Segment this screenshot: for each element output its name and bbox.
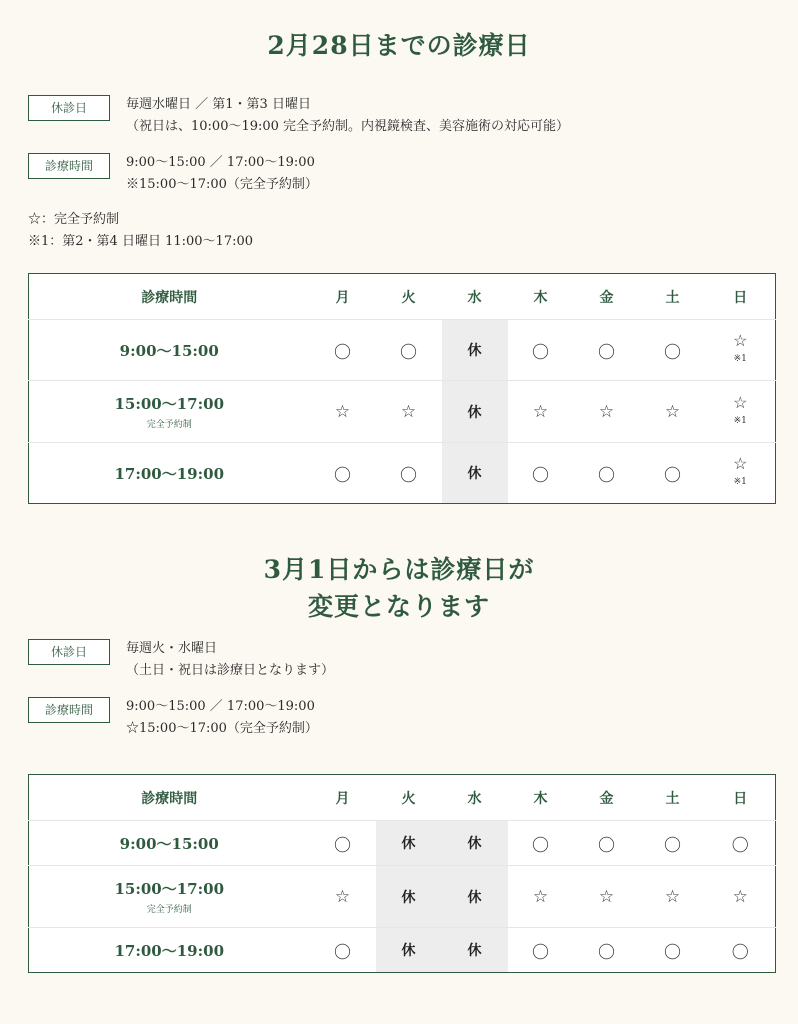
header-day: 木: [533, 289, 548, 306]
note-asterisk: ※1：第2・第4 日曜日 11:00〜17:00: [28, 234, 254, 249]
circle-mark: 〇: [400, 465, 417, 486]
closed-cell: 休: [442, 821, 508, 866]
sunday-mark: [733, 333, 747, 367]
closed-days-label: 休診日: [28, 95, 110, 121]
sunday-mark: [733, 392, 748, 429]
closed-cell: 休: [376, 928, 442, 973]
schedule-cell: [574, 928, 640, 973]
circle-mark: 〇: [334, 942, 351, 963]
circle-mark: 〇: [664, 942, 681, 963]
circle-mark: 〇: [532, 942, 549, 963]
header-day: 木: [533, 790, 548, 807]
schedule-cell: [640, 928, 706, 973]
sunday-note: ※1: [733, 477, 747, 487]
hours-line2: ※15:00〜17:00（完全予約制）: [126, 177, 318, 192]
header-day: 月: [335, 289, 350, 306]
schedule-table-current: [28, 273, 776, 504]
closed-days-new-line2: （土日・祝日は診療日となります）: [126, 663, 335, 678]
schedule-cell: [706, 381, 776, 443]
header-day: 火: [401, 289, 416, 306]
circle-mark: 〇: [598, 465, 615, 486]
closed-cell: 休: [442, 866, 508, 928]
schedule-cell: [706, 443, 776, 504]
star-mark: ☆: [334, 401, 351, 422]
header-day: 月: [335, 790, 350, 807]
sunday-note: ※1: [733, 415, 747, 426]
closed-days-label-new: 休診日: [28, 639, 110, 665]
section2-title-line1: 3月1日からは診療日が: [263, 555, 535, 584]
schedule-cell: [640, 821, 706, 866]
schedule-cell: [310, 866, 376, 928]
header-day: 火: [401, 790, 416, 807]
closed-cell: 休: [376, 866, 442, 928]
schedule-cell: [706, 928, 776, 973]
table-row: [29, 928, 776, 973]
time-label: 9:00〜15:00: [119, 341, 219, 360]
time-cell: [29, 928, 310, 973]
schedule-cell: [574, 443, 640, 504]
circle-mark: 〇: [400, 342, 417, 363]
sunday-note: ※1: [733, 354, 747, 364]
table-row: [29, 381, 776, 443]
schedule-cell: [574, 320, 640, 381]
circle-mark: 〇: [532, 835, 549, 856]
circle-mark: 〇: [334, 342, 351, 363]
schedule-cell: [310, 320, 376, 381]
header-day: 金: [599, 790, 614, 807]
closed-days-line2: （祝日は、10:00〜19:00 完全予約制。内視鏡検査、美容施術の対応可能）: [126, 119, 570, 134]
schedule-cell: [640, 866, 706, 928]
circle-mark: 〇: [731, 835, 749, 856]
star-mark: ☆: [400, 401, 417, 422]
header-day: 水: [467, 289, 482, 306]
table-header-row: [29, 274, 776, 320]
table-row: [29, 866, 776, 928]
hours-new-line2: ☆15:00〜17:00（完全予約制）: [126, 721, 318, 736]
schedule-cell: [310, 928, 376, 973]
circle-mark: 〇: [532, 465, 549, 486]
circle-mark: 〇: [664, 342, 681, 363]
section1-title: 2月28日までの診療日: [267, 31, 531, 60]
schedule-cell: [376, 381, 442, 443]
time-sublabel: 完全予約制: [146, 420, 192, 430]
header-time: 診療時間: [141, 790, 198, 807]
schedule-cell: [310, 381, 376, 443]
star-mark: ☆: [733, 392, 748, 412]
time-label: 17:00〜19:00: [114, 941, 225, 960]
star-mark: ☆: [532, 886, 549, 907]
schedule-cell: [508, 821, 574, 866]
hours-new-line1: 9:00〜15:00 ／ 17:00〜19:00: [126, 699, 315, 714]
closed-cell: 休: [376, 821, 442, 866]
schedule-cell: [508, 381, 574, 443]
circle-mark: 〇: [664, 835, 681, 856]
table-header-row: [29, 775, 776, 821]
closed-days-new-line1: 毎週火・水曜日: [126, 641, 218, 656]
star-mark: ☆: [598, 401, 615, 422]
hours-label: 診療時間: [28, 153, 110, 179]
schedule-cell: [706, 821, 776, 866]
circle-mark: 〇: [532, 342, 549, 363]
table-row: [29, 320, 776, 381]
section2-title: [0, 551, 798, 625]
time-sublabel: 完全予約制: [146, 905, 192, 915]
circle-mark: 〇: [334, 835, 351, 856]
star-mark: ☆: [732, 886, 748, 907]
star-mark: ☆: [664, 401, 681, 422]
time-cell: [29, 443, 310, 504]
table-row: [29, 821, 776, 866]
closed-days-line1: 毎週水曜日 ／ 第1・第3 日曜日: [126, 97, 311, 112]
schedule-cell: [640, 381, 706, 443]
time-label: 15:00〜17:00: [114, 395, 225, 413]
schedule-cell: [310, 443, 376, 504]
header-day: 日: [733, 289, 748, 306]
schedule-cell: [376, 443, 442, 504]
schedule-cell: [706, 866, 776, 928]
closed-cell: 休: [442, 381, 508, 443]
note-star: ☆：完全予約制: [28, 212, 120, 227]
header-day: 水: [467, 790, 482, 807]
time-label: 15:00〜17:00: [114, 880, 225, 898]
schedule-cell: [508, 928, 574, 973]
circle-mark: 〇: [598, 835, 615, 856]
closed-days-text-new: [126, 638, 334, 682]
closed-cell: 休: [442, 928, 508, 973]
hours-text: [126, 152, 318, 196]
schedule-cell: [376, 320, 442, 381]
schedule-cell: [508, 866, 574, 928]
time-cell: [29, 320, 310, 381]
header-time: 診療時間: [141, 289, 198, 306]
star-mark: ☆: [733, 331, 748, 350]
closed-cell: 休: [442, 320, 508, 381]
time-cell: [29, 866, 310, 928]
time-label: 17:00〜19:00: [114, 464, 225, 483]
schedule-cell: [310, 821, 376, 866]
star-mark: ☆: [664, 886, 681, 907]
star-mark: ☆: [334, 886, 351, 907]
star-mark: ☆: [532, 401, 549, 422]
sunday-mark: [733, 456, 747, 490]
header-day: 日: [733, 790, 748, 807]
header-day: 土: [665, 289, 680, 306]
section2-title-line2: 変更となります: [307, 592, 490, 621]
closed-days-text: [126, 94, 569, 138]
schedule-cell: [706, 320, 776, 381]
hours-line1: 9:00〜15:00 ／ 17:00〜19:00: [126, 155, 315, 170]
notes: [28, 209, 253, 253]
header-day: 土: [665, 790, 680, 807]
closed-cell: 休: [442, 443, 508, 504]
hours-label-new: 診療時間: [28, 697, 110, 723]
time-cell: [29, 381, 310, 443]
schedule-cell: [574, 866, 640, 928]
schedule-cell: [640, 320, 706, 381]
circle-mark: 〇: [598, 342, 615, 363]
table-row: [29, 443, 776, 504]
schedule-cell: [574, 381, 640, 443]
circle-mark: 〇: [731, 942, 749, 963]
header-day: 金: [599, 289, 614, 306]
circle-mark: 〇: [598, 942, 615, 963]
star-mark: ☆: [598, 886, 615, 907]
time-cell: [29, 821, 310, 866]
schedule-table-new: [28, 774, 776, 973]
hours-text-new: [126, 696, 318, 740]
schedule-cell: [508, 443, 574, 504]
time-label: 9:00〜15:00: [119, 834, 219, 853]
schedule-cell: [640, 443, 706, 504]
schedule-cell: [574, 821, 640, 866]
circle-mark: 〇: [334, 465, 351, 486]
circle-mark: 〇: [664, 465, 681, 486]
schedule-cell: [508, 320, 574, 381]
star-mark: ☆: [733, 454, 748, 473]
